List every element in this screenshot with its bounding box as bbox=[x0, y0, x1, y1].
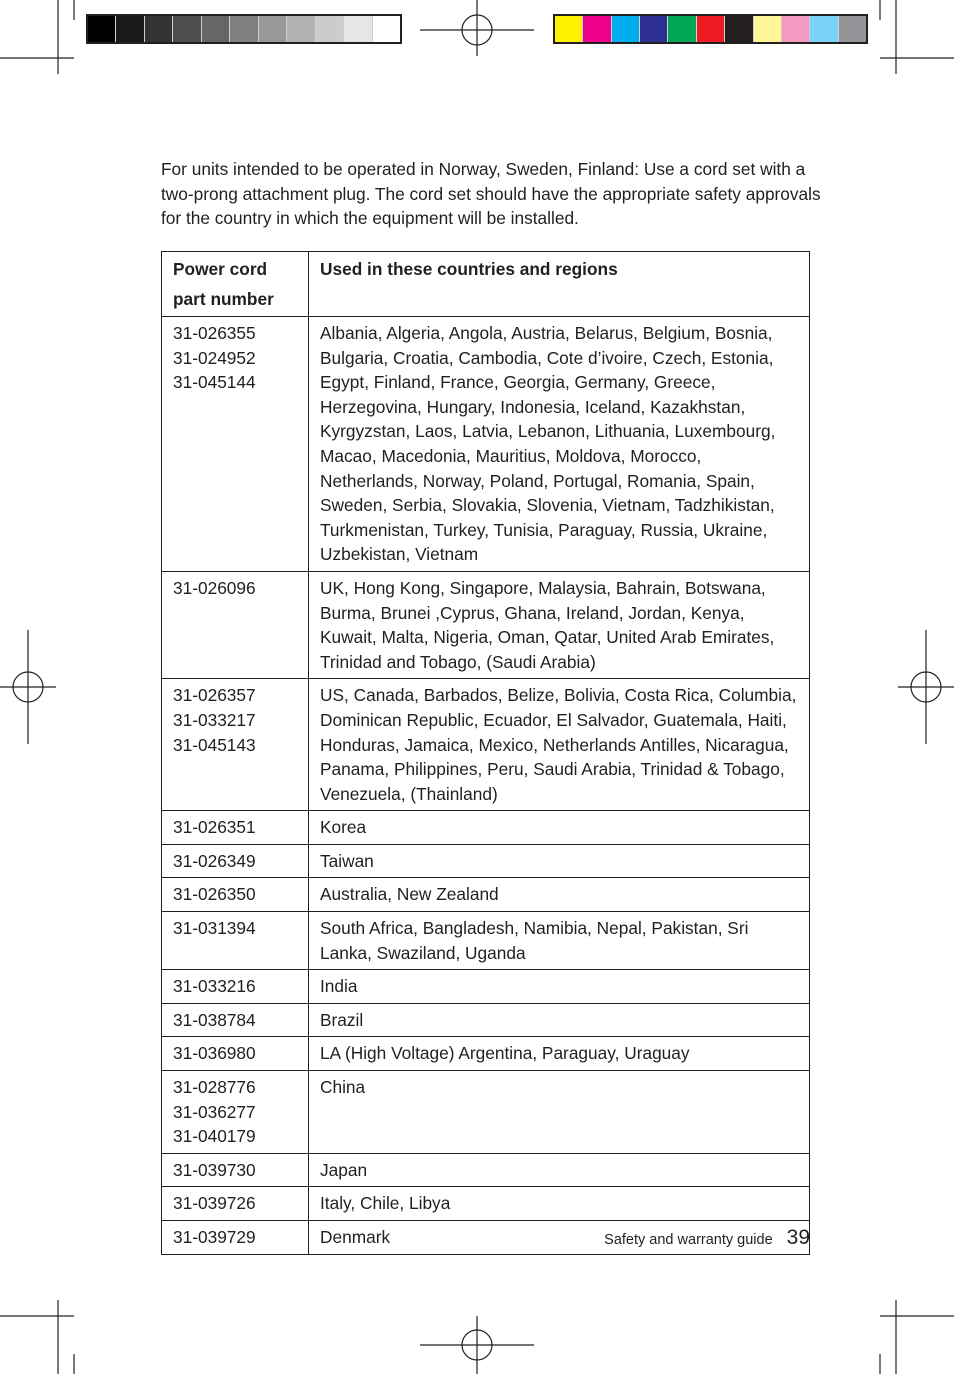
regions-cell: Brazil bbox=[309, 1003, 810, 1037]
part-number-cell bbox=[162, 317, 309, 572]
part-number-cell bbox=[162, 1187, 309, 1221]
color-swatch bbox=[810, 16, 838, 42]
gray-ramp-color-bar bbox=[86, 14, 402, 44]
part-number: 31-038784 bbox=[173, 1009, 256, 1030]
part-number-cell bbox=[162, 1003, 309, 1037]
header-part-number bbox=[162, 252, 309, 317]
part-number: 31-026350 bbox=[173, 884, 256, 905]
gray-swatch bbox=[287, 16, 315, 42]
part-number-cell bbox=[162, 571, 309, 678]
gray-swatch bbox=[145, 16, 173, 42]
part-number-cell bbox=[162, 1071, 309, 1154]
table-row bbox=[162, 1071, 810, 1154]
gray-swatch bbox=[230, 16, 258, 42]
header-part-number-line1: Power cord bbox=[173, 259, 268, 279]
page-footer bbox=[604, 1226, 810, 1250]
part-number: 31-026351 bbox=[173, 817, 256, 838]
regions-cell: Japan bbox=[309, 1153, 810, 1187]
color-swatch bbox=[668, 16, 696, 42]
part-number: 31-026357 bbox=[173, 685, 256, 706]
table-row bbox=[162, 970, 810, 1004]
table-row bbox=[162, 1037, 810, 1071]
part-number: 31-028776 bbox=[173, 1077, 256, 1098]
regions-cell: South Africa, Bangladesh, Namibia, Nepal, Pakistan, Sri Lanka, Swaziland, Uganda bbox=[309, 912, 810, 970]
intro-paragraph: For units intended to be operated in Norway, Sweden, Finland: Use a cord set with a two-prong attachment plug. The cord set should have the appropriate safety approvals for the country in which the equipment will be installed. bbox=[161, 159, 821, 229]
gray-swatch bbox=[202, 16, 230, 42]
part-number: 31-026355 bbox=[173, 323, 256, 343]
table-row bbox=[162, 844, 810, 878]
process-color-bar bbox=[553, 14, 868, 44]
table-row bbox=[162, 1187, 810, 1221]
part-number: 31-045143 bbox=[173, 734, 256, 755]
part-number: 31-040179 bbox=[173, 1126, 256, 1147]
header-part-number-line2: part number bbox=[173, 289, 274, 309]
table-row bbox=[162, 1003, 810, 1037]
part-number-cell bbox=[162, 970, 309, 1004]
part-number: 31-045144 bbox=[173, 372, 256, 393]
table-row bbox=[162, 811, 810, 845]
gray-swatch bbox=[316, 16, 344, 42]
header-countries: Used in these countries and regions bbox=[309, 252, 810, 317]
part-number-cell bbox=[162, 811, 309, 845]
part-number: 31-026349 bbox=[173, 850, 256, 871]
table-row bbox=[162, 571, 810, 678]
part-number-cell bbox=[162, 1153, 309, 1187]
regions-cell: UK, Hong Kong, Singapore, Malaysia, Bahrain, Botswana, Burma, Brunei ,Cyprus, Ghana, Ireland, Jordan, Kenya, Kuwait, Malta, Nigeria, Oman, Qatar, United Arab Emirates, Trinidad and Tobago, (Saudi Arabia) bbox=[309, 571, 810, 678]
gray-swatch bbox=[373, 16, 400, 42]
color-swatch bbox=[725, 16, 753, 42]
color-swatch bbox=[782, 16, 810, 42]
table-row bbox=[162, 679, 810, 811]
table-header-row bbox=[162, 252, 810, 317]
gray-swatch bbox=[88, 16, 116, 42]
part-number-cell bbox=[162, 878, 309, 912]
regions-cell: Italy, Chile, Libya bbox=[309, 1187, 810, 1221]
table-row bbox=[162, 878, 810, 912]
part-number: 31-039726 bbox=[173, 1193, 256, 1214]
regions-cell: Albania, Algeria, Angola, Austria, Belarus, Belgium, Bosnia, Bulgaria, Croatia, Cambodia, Cote d’ivoire, Czech, Estonia, Egypt, Finland, France, Georgia, Germany, Greece, Herzegovina, Hungary, Indonesia, Iceland, Kazakhstan, Kyrgyzstan, Laos, Latvia, Lebanon, Lithuania, Luxembourg, Macao, Macedonia, Mauritius, Moldova, Morocco, Netherlands, Norway, Poland, Portugal, Romania, Spain, Sweden, Serbia, Slovakia, Slovenia, Vietnam, Tadzhikistan, Turkmenistan, Turkey, Tunisia, Paraguay, Russia, Ukraine, Uzbekistan, Vietnam bbox=[309, 317, 810, 572]
color-swatch bbox=[583, 16, 611, 42]
part-number-cell bbox=[162, 844, 309, 878]
color-swatch bbox=[839, 16, 866, 42]
power-cord-table bbox=[161, 251, 810, 1255]
part-number: 31-031394 bbox=[173, 918, 256, 939]
regions-cell: Denmark bbox=[309, 1221, 810, 1255]
part-number-cell bbox=[162, 912, 309, 970]
regions-cell: Taiwan bbox=[309, 844, 810, 878]
table-row bbox=[162, 1153, 810, 1187]
power-cord-rows bbox=[162, 317, 810, 1255]
color-swatch bbox=[612, 16, 640, 42]
part-number: 31-026096 bbox=[173, 577, 256, 598]
table-row bbox=[162, 317, 810, 572]
regions-cell: US, Canada, Barbados, Belize, Bolivia, Costa Rica, Columbia, Dominican Republic, Ecuador, El Salvador, Guatemala, Haiti, Honduras, Jamaica, Mexico, Netherlands Antilles, Nicaragua, Panama, Philippines, Peru, Saudi Arabia, Trinidad & Tobago, Venezuela, (Thainland) bbox=[309, 679, 810, 811]
footer-guide-title: Safety and warranty guide bbox=[604, 1232, 773, 1248]
part-number: 31-039729 bbox=[173, 1227, 256, 1247]
gray-swatch bbox=[116, 16, 144, 42]
gray-swatch bbox=[344, 16, 372, 42]
part-number: 31-033216 bbox=[173, 976, 256, 997]
regions-cell: Korea bbox=[309, 811, 810, 845]
part-number-cell bbox=[162, 679, 309, 811]
color-swatch bbox=[555, 16, 583, 42]
part-number: 31-036980 bbox=[173, 1043, 256, 1064]
table-row bbox=[162, 912, 810, 970]
page-number: 39 bbox=[786, 1226, 810, 1249]
regions-cell: India bbox=[309, 970, 810, 1004]
part-number: 31-039730 bbox=[173, 1159, 256, 1180]
part-number: 31-024952 bbox=[173, 347, 256, 368]
color-swatch bbox=[754, 16, 782, 42]
gray-swatch bbox=[259, 16, 287, 42]
color-swatch bbox=[697, 16, 725, 42]
part-number: 31-036277 bbox=[173, 1101, 256, 1122]
color-swatch bbox=[640, 16, 668, 42]
part-number-cell bbox=[162, 1221, 309, 1255]
part-number: 31-033217 bbox=[173, 709, 256, 730]
part-number-cell bbox=[162, 1037, 309, 1071]
gray-swatch bbox=[173, 16, 201, 42]
regions-cell: Australia, New Zealand bbox=[309, 878, 810, 912]
regions-cell: LA (High Voltage) Argentina, Paraguay, Uraguay bbox=[309, 1037, 810, 1071]
regions-cell: China bbox=[309, 1071, 810, 1154]
